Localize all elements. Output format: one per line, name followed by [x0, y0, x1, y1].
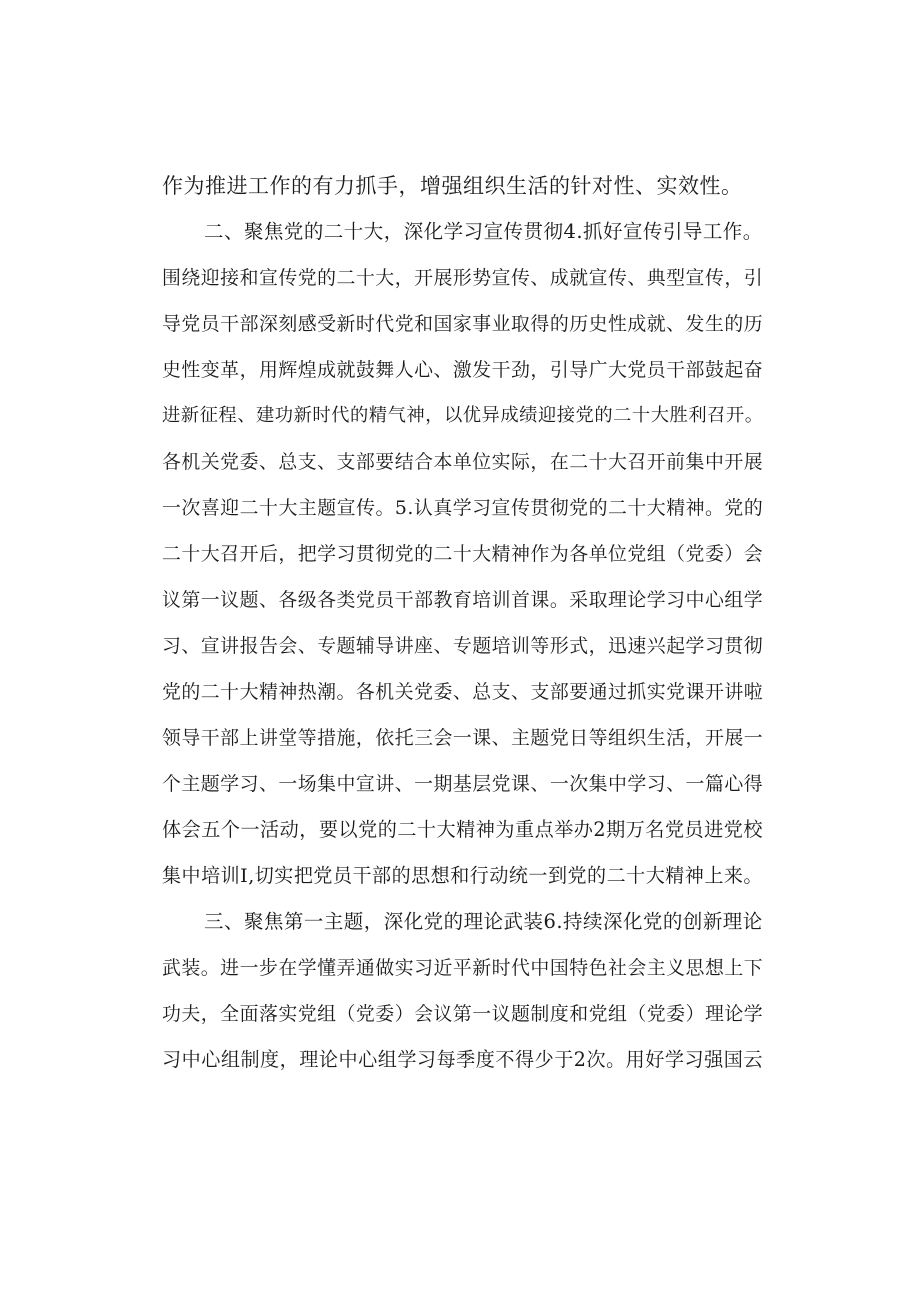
text-line: 进新征程、建功新时代的精气神，以优异成绩迎接党的二十大胜利召开。 [162, 405, 764, 426]
text-line: 领导干部上讲堂等措施，依托三会一课、主题党日等组织生活，开展一 [162, 727, 764, 749]
text-line: 集中培训I,切实把党员干部的思想和行动统一到党的二十大精神上来。 [162, 865, 763, 887]
text-line: 武装。进一步在学懂弄通做实习近平新时代中国特色社会主义思想上下 [162, 957, 764, 979]
text-line: 党的二十大精神热潮。各机关党委、总支、支部要通过抓实党课开讲啦 [162, 681, 764, 703]
document-body [162, 163, 762, 1083]
text-line: 体会五个一活动，要以党的二十大精神为重点举办2期万名党员进党校 [162, 818, 763, 841]
text-line: 二十大召开后，把学习贯彻党的二十大精神作为各单位党组（党委）会 [162, 543, 764, 565]
text-line: 二、聚焦党的二十大，深化学习宣传贯彻4.抓好宣传引导工作。 [204, 220, 763, 243]
text-line: 围绕迎接和宣传党的二十大，开展形势宣传、成就宣传、典型宣传，引 [162, 267, 764, 289]
text-line: 习、宣讲报告会、专题辅导讲座、专题培训等形式，迅速兴起学习贯彻 [162, 635, 764, 657]
text-line: 导党员干部深刻感受新时代党和国家事业取得的历史性成就、发生的历 [162, 313, 764, 335]
text-line: 功夫，全面落实党组（党委）会议第一议题制度和党组（党委）理论学 [162, 1003, 764, 1025]
text-line: 议第一议题、各级各类党员干部教育培训首课。采取理论学习中心组学 [162, 589, 764, 611]
text-line: 作为推进工作的有力抓手，增强组织生活的针对性、实效性。 [162, 174, 743, 198]
text-line: 史性变革，用辉煌成就鼓舞人心、激发干劲，引导广大党员干部鼓起奋 [162, 359, 764, 381]
text-line: 一次喜迎二十大主题宣传。5.认真学习宣传贯彻党的二十大精神。党的 [162, 497, 764, 519]
text-line: 习中心组制度，理论中心组学习每季度不得少于2次。用好学习强国云 [162, 1048, 763, 1071]
text-line: 三、聚焦第一主题，深化党的理论武装6.持续深化党的创新理论 [204, 910, 763, 933]
text-line: 个主题学习、一场集中宣讲、一期基层党课、一次集中学习、一篇心得 [162, 773, 764, 795]
text-line: 各机关党委、总支、支部要结合本单位实际，在二十大召开前集中开展 [162, 451, 764, 473]
